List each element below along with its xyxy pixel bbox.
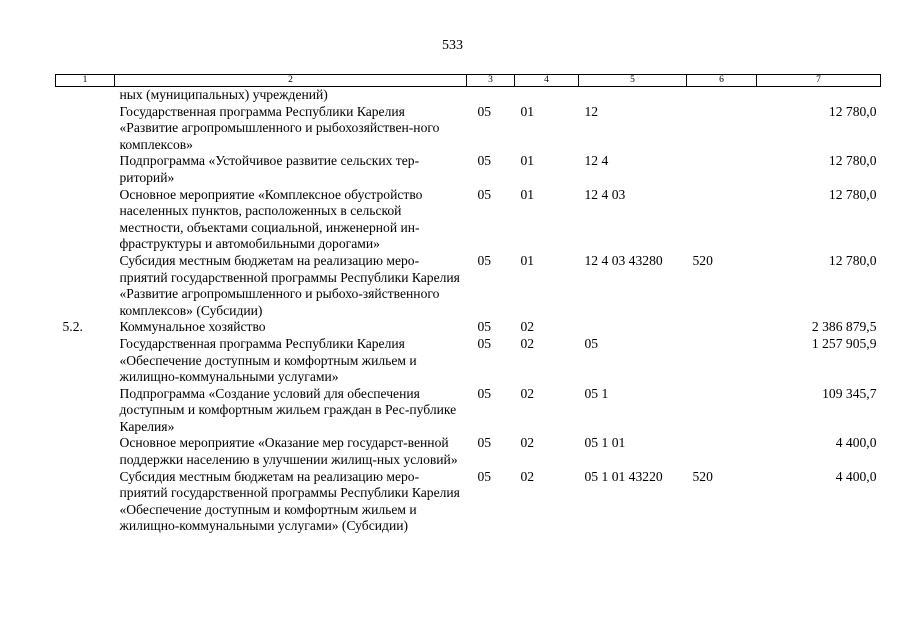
row-target-article: 12 4 <box>584 153 609 169</box>
row-number <box>56 253 115 319</box>
row-expense-type <box>687 153 757 186</box>
row-target-article: 12 4 03 43280 <box>584 252 663 268</box>
row-expense-type: 520 <box>692 468 713 484</box>
row-target-article: 05 <box>584 335 599 351</box>
row-expense-type <box>687 336 757 386</box>
header-row <box>56 75 881 87</box>
row-number <box>56 153 115 186</box>
row-name: Основное мероприятие «Оказание мер государст-венной поддержки населению в улучшении жилищ-ных условий» <box>119 435 458 468</box>
row-target-article: 05 1 01 <box>584 435 626 451</box>
table-row <box>56 153 881 186</box>
row-section: 05 <box>477 468 492 484</box>
row-expense-type <box>687 104 757 154</box>
row-subsection: 01 <box>520 252 535 268</box>
row-amount: 4 400,0 <box>835 435 877 451</box>
row-section: 05 <box>477 335 492 351</box>
row-subsection: 01 <box>520 186 535 202</box>
table-row <box>56 386 881 436</box>
table-row <box>56 87 881 104</box>
header-col-7: 7 <box>757 75 881 87</box>
row-number <box>56 104 115 154</box>
row-subsection: 02 <box>520 335 535 351</box>
row-section: 05 <box>477 103 492 119</box>
row-subsection <box>515 87 579 104</box>
row-target-article: 05 1 01 43220 <box>584 468 663 484</box>
table-row <box>56 435 881 468</box>
row-section: 05 <box>477 319 492 335</box>
row-section: 05 <box>477 186 492 202</box>
row-name: Подпрограмма «Создание условий для обеспечения доступным и комфортным жильем граждан в Рес-публике Карелия» <box>119 385 457 434</box>
row-amount: 12 780,0 <box>828 103 877 119</box>
row-target-article <box>579 87 687 104</box>
table-row <box>56 336 881 386</box>
row-subsection: 02 <box>520 319 535 335</box>
row-expense-type <box>687 435 757 468</box>
header-col-4: 4 <box>515 75 579 87</box>
row-number <box>56 386 115 436</box>
row-name: Государственная программа Республики Карелия «Развитие агропромышленного и рыбохозяйствен-ного комплексов» <box>119 103 440 152</box>
page-number: 533 <box>442 38 463 53</box>
row-name: Подпрограмма «Устойчивое развитие сельских тер-риторий» <box>119 153 420 185</box>
row-target-article: 12 4 03 <box>584 186 626 202</box>
row-target-article: 12 <box>584 103 599 119</box>
row-target-article <box>579 319 687 336</box>
table-row <box>56 187 881 253</box>
row-number <box>56 435 115 468</box>
header-col-5: 5 <box>579 75 687 87</box>
row-name: Коммунальное хозяйство <box>119 319 266 335</box>
row-expense-type <box>687 386 757 436</box>
row-section: 05 <box>477 153 492 169</box>
row-name: Субсидия местным бюджетам на реализацию меро-приятий государственной программы Республики Карелия «Развитие агропромышленного и рыбохо-зяйственного комплексов» (Субсидии) <box>119 252 460 318</box>
header-col-3: 3 <box>467 75 515 87</box>
row-subsection: 02 <box>520 385 535 401</box>
row-subsection: 02 <box>520 468 535 484</box>
row-expense-type: 520 <box>692 252 713 268</box>
table-row <box>56 104 881 154</box>
row-section: 05 <box>477 435 492 451</box>
table-row <box>56 469 881 535</box>
row-subsection: 01 <box>520 103 535 119</box>
budget-table <box>55 74 881 535</box>
row-expense-type <box>687 87 757 104</box>
row-name: Государственная программа Республики Карелия «Обеспечение доступным и комфортным жильем и жилищно-коммунальными услугами» <box>119 335 417 385</box>
row-name: ных (муниципальных) учреждений) <box>119 87 328 102</box>
table-row <box>56 253 881 319</box>
row-name: Субсидия местным бюджетам на реализацию меро-приятий государственной программы Республики Карелия «Обеспечение доступным и комфортным жильем и жилищно-коммунальными услугами» (Субсидии) <box>119 468 460 534</box>
row-amount: 12 780,0 <box>828 186 877 202</box>
row-amount <box>757 87 881 104</box>
row-number <box>56 187 115 253</box>
row-amount: 12 780,0 <box>828 153 877 169</box>
row-expense-type <box>687 319 757 336</box>
row-expense-type <box>687 187 757 253</box>
row-amount: 2 386 879,5 <box>811 319 877 335</box>
row-number <box>56 87 115 104</box>
row-section: 05 <box>477 385 492 401</box>
row-section: 05 <box>477 252 492 268</box>
row-subsection: 02 <box>520 435 535 451</box>
table-row <box>56 319 881 336</box>
row-number: 5.2. <box>62 319 83 335</box>
row-number <box>56 469 115 535</box>
row-section <box>467 87 515 104</box>
row-subsection: 01 <box>520 153 535 169</box>
header-col-2: 2 <box>115 75 467 87</box>
row-number <box>56 336 115 386</box>
row-amount: 4 400,0 <box>835 468 877 484</box>
row-name: Основное мероприятие «Комплексное обустройство населенных пунктов, расположенных в сельской местности, объектами социальной, инженерной ин-фраструктуры и автомобильными дорогами» <box>119 186 423 252</box>
row-amount: 109 345,7 <box>822 385 877 401</box>
row-target-article: 05 1 <box>584 385 609 401</box>
row-amount: 1 257 905,9 <box>811 335 877 351</box>
row-amount: 12 780,0 <box>828 252 877 268</box>
header-col-6: 6 <box>687 75 757 87</box>
header-col-1: 1 <box>56 75 115 87</box>
